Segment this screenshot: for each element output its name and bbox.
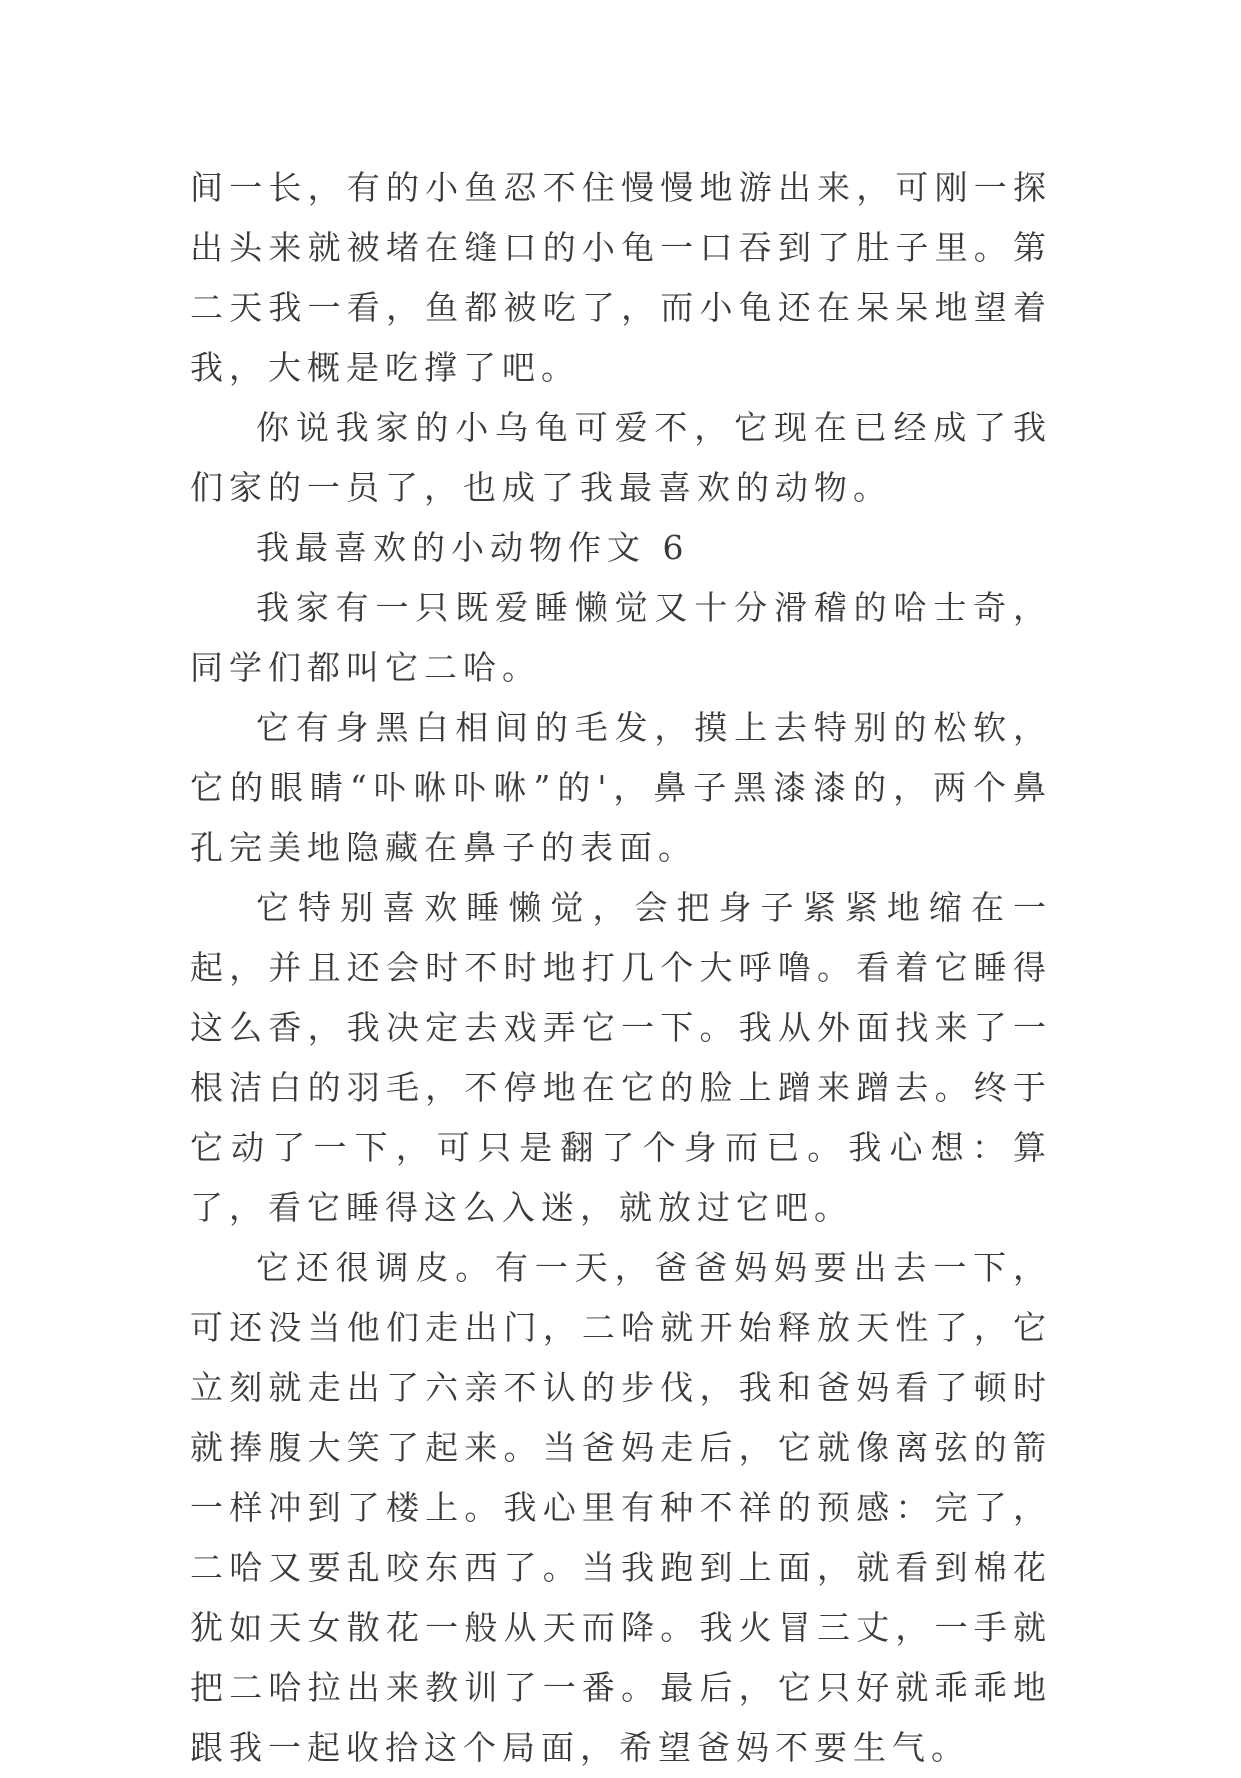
section-heading: 我最喜欢的小动物作文 6 <box>256 528 690 567</box>
paragraph: 它有身黑白相间的毛发，摸上去特别的松软，它的眼睛“卟咻卟咻”的'，鼻子黑漆漆的，两个鼻孔完美地隐藏在鼻子的表面。 <box>190 708 1052 867</box>
paragraph: 它特别喜欢睡懒觉，会把身子紧紧地缩在一起，并且还会时不时地打几个大呼噜。看着它睡得这么香，我决定去戏弄它一下。我从外面找来了一根洁白的羽毛，不停地在它的脸上蹭来蹭去。终于它动了一下，可只是翻了个身而已。我心想：算了，看它睡得这么入迷，就放过它吧。 <box>190 888 1052 1227</box>
paragraph: 我家有一只既爱睡懒觉又十分滑稽的哈士奇，同学们都叫它二哈。 <box>190 588 1052 687</box>
document-body <box>190 158 1052 1778</box>
paragraph: 它还很调皮。有一天，爸爸妈妈要出去一下，可还没当他们走出门，二哈就开始释放天性了，它立刻就走出了六亲不认的步伐，我和爸妈看了顿时就捧腹大笑了起来。当爸妈走后，它就像离弦的箭一样冲到了楼上。我心里有种不祥的预感：完了，二哈又要乱咬东西了。当我跑到上面，就看到棉花犹如天女散花一般从天而降。我火冒三丈，一手就把二哈拉出来教训了一番。最后，它只好就乖乖地跟我一起收拾这个局面，希望爸妈不要生气。 <box>190 1248 1052 1767</box>
paragraph-continuation: 间一长，有的小鱼忍不住慢慢地游出来，可刚一探出头来就被堵在缝口的小龟一口吞到了肚子里。第二天我一看，鱼都被吃了，而小龟还在呆呆地望着我，大概是吃撑了吧。 <box>190 168 1052 387</box>
paragraph: 你说我家的小乌龟可爱不，它现在已经成了我们家的一员了，也成了我最喜欢的动物。 <box>190 408 1052 507</box>
